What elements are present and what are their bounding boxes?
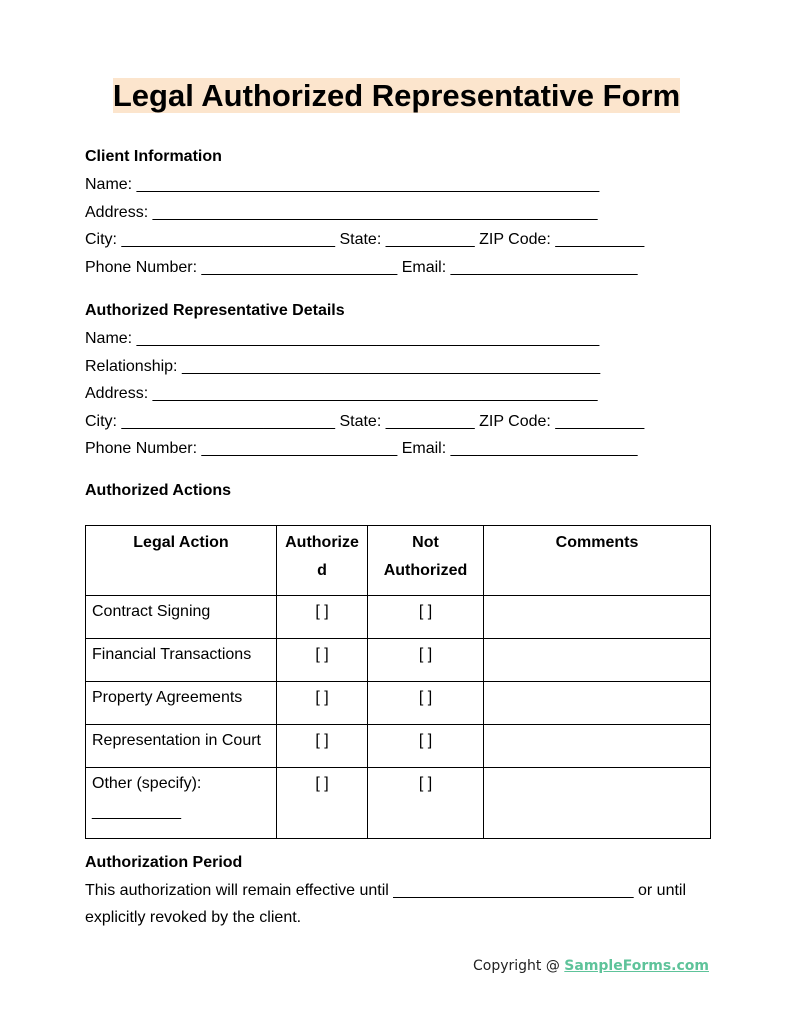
section-heading: Authorized Representative Details [85, 302, 345, 319]
authorization-period-text[interactable]: This authorization will remain effective until ___________________________ or until explicitly revoked by the client. [85, 882, 687, 926]
rep-city-state-zip-field[interactable]: City: ________________________ State: __________ ZIP Code: __________ [85, 412, 645, 430]
table-header-row [86, 526, 711, 596]
comments-cell[interactable] [484, 682, 711, 725]
section-heading: Client Information [85, 148, 222, 165]
client-city-state-zip-field[interactable]: City: ________________________ State: __________ ZIP Code: __________ [85, 231, 645, 248]
not-authorized-checkbox[interactable]: [ ] [368, 768, 484, 839]
table-row [86, 596, 711, 639]
sampleforms-link[interactable]: SampleForms.com [564, 958, 709, 974]
title-wrap [0, 78, 793, 113]
copyright-text: Copyright @ [472, 958, 565, 974]
table-row [86, 639, 711, 682]
client-phone-email-field[interactable]: Phone Number: ______________________ Email: _____________________ [85, 258, 638, 276]
not-authorized-checkbox[interactable]: [ ] [368, 725, 484, 768]
table-row [86, 725, 711, 768]
not-authorized-checkbox[interactable]: [ ] [368, 639, 484, 682]
table-row [86, 768, 711, 839]
table-row [86, 682, 711, 725]
legal-action-cell[interactable]: Other (specify): __________ [86, 768, 277, 839]
comments-cell[interactable] [484, 725, 711, 768]
authorized-checkbox[interactable]: [ ] [277, 639, 368, 682]
representative-details-section [85, 301, 715, 463]
client-address-field[interactable]: Address: __________________________________________________ [85, 203, 598, 221]
rep-address-field[interactable]: Address: __________________________________________________ [85, 385, 598, 402]
authorization-period-section [85, 853, 695, 931]
comments-cell[interactable] [484, 768, 711, 839]
client-information-section [85, 147, 715, 281]
authorized-actions-section [85, 481, 715, 501]
legal-action-cell: Property Agreements [86, 682, 277, 725]
rep-relationship-field[interactable]: Relationship: _______________________________________________ [85, 357, 601, 375]
rep-name-field[interactable]: Name: ____________________________________________________ [85, 330, 600, 347]
column-header-authorized: Authorize d [277, 526, 368, 596]
authorized-checkbox[interactable]: [ ] [277, 725, 368, 768]
authorized-checkbox[interactable]: [ ] [277, 596, 368, 639]
comments-cell[interactable] [484, 596, 711, 639]
not-authorized-checkbox[interactable]: [ ] [368, 682, 484, 725]
column-header-not-authorized: Not Authorized [368, 526, 484, 596]
not-authorized-checkbox[interactable]: [ ] [368, 596, 484, 639]
authorized-checkbox[interactable]: [ ] [277, 682, 368, 725]
comments-cell[interactable] [484, 639, 711, 682]
authorized-checkbox[interactable]: [ ] [277, 768, 368, 839]
copyright-footer [473, 958, 709, 974]
authorized-actions-table [85, 525, 711, 839]
section-heading: Authorization Period [85, 854, 243, 871]
column-header-comments: Comments [484, 526, 711, 596]
legal-action-cell: Contract Signing [86, 596, 277, 639]
page-title: Legal Authorized Representative Form [112, 78, 681, 113]
client-name-field[interactable]: Name: ____________________________________________________ [85, 176, 600, 193]
legal-action-cell: Financial Transactions [86, 639, 277, 682]
rep-phone-email-field[interactable]: Phone Number: ______________________ Email: _____________________ [85, 440, 638, 457]
legal-action-cell: Representation in Court [86, 725, 277, 768]
section-heading: Authorized Actions [85, 482, 232, 499]
column-header-legal-action: Legal Action [86, 526, 277, 596]
